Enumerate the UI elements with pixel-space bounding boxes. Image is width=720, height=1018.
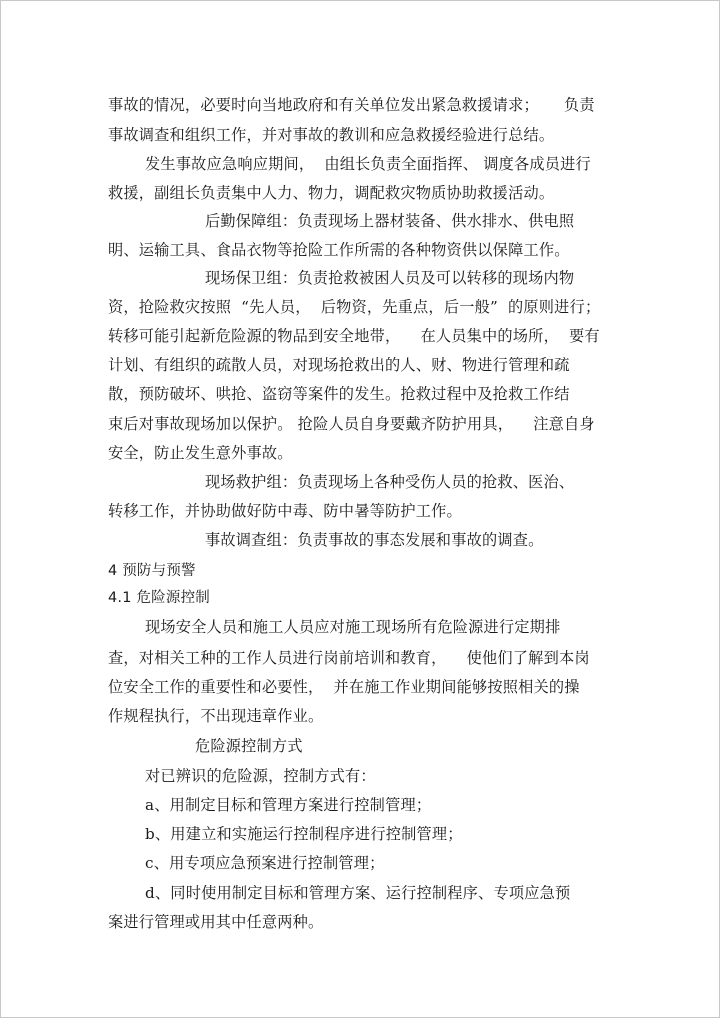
list-item: d、同时使用制定目标和管理方案、运行控制程序、专项应急预 (145, 884, 571, 902)
paragraph-line: 事故调查组：负责事故的事态发展和事故的调查。 (205, 531, 544, 549)
paragraph-line: 计划、有组织的疏散人员，对现场抢救出的人、财、物进行管理和疏 (108, 356, 570, 374)
paragraph-line: 事故调查和组织工作，并对事故的教训和应急救援经验进行总结。 (108, 126, 555, 144)
paragraph-line: 对已辨识的危险源，控制方式有： (145, 767, 376, 785)
paragraph-line: 明、运输工具、食品衣物等抢险工作所需的各种物资供以保障工作。 (108, 241, 570, 259)
paragraph-line: 散，预防破坏、哄抢、盗窃等案件的发生。抢救过程中及抢救工作结 (108, 385, 570, 403)
paragraph-line: 束后对事故现场加以保护。 抢险人员自身要戴齐防护用具， 注意自身 (108, 415, 595, 433)
paragraph-line: 作规程执行，不出现违章作业。 (108, 707, 324, 725)
subsection-heading: 4.1 危险源控制 (108, 590, 210, 606)
paragraph-line: 救援，副组长负责集中人力、物力，调配救灾物质协助救援活动。 (108, 184, 555, 202)
paragraph-line: 转移可能引起新危险源的物品到安全地带， 在人员集中的场所， 要有 (108, 327, 600, 345)
paragraph-line: 现场保卫组：负责抢救被困人员及可以转移的现场内物 (205, 269, 575, 287)
list-item-continuation: 案进行管理或用其中任意两种。 (108, 913, 324, 931)
list-item: a、用制定目标和管理方案进行控制管理； (145, 796, 432, 814)
paragraph-line: 事故的情况，必要时向当地政府和有关单位发出紧急救援请求； 负责 (108, 96, 595, 114)
paragraph-line: 查，对相关工种的工作人员进行岗前培训和教育， 使他们了解到本岗 (108, 649, 590, 667)
paragraph-line: 后勤保障组：负责现场上器材装备、供水排水、供电照 (205, 212, 575, 230)
paragraph-line: 转移工作，并协助做好防中毒、防中暑等防护工作。 (108, 502, 462, 520)
paragraph-line: 发生事故应急响应期间， 由组长负责全面指挥、 调度各成员进行 (145, 155, 591, 173)
list-item: c、用专项应急预案进行控制管理； (145, 854, 385, 872)
subheading-line: 危险源控制方式 (195, 737, 303, 755)
section-heading: 4 预防与预警 (108, 563, 196, 579)
paragraph-line: 资，抢险救灾按照 “先人员， 后物资，先重点，后一般” 的原则进行； (108, 298, 601, 316)
paragraph-line: 位安全工作的重要性和必要性， 并在施工作业期间能够按照相关的操 (108, 678, 580, 696)
paragraph-line: 安全，防止发生意外事故。 (108, 444, 293, 462)
paragraph-line: 现场救护组：负责现场上各种受伤人员的抢救、医治、 (205, 473, 575, 491)
paragraph-line: 现场安全人员和施工人员应对施工现场所有危险源进行定期排 (145, 618, 561, 636)
list-item: b、用建立和实施运行控制程序进行控制管理； (145, 825, 463, 843)
